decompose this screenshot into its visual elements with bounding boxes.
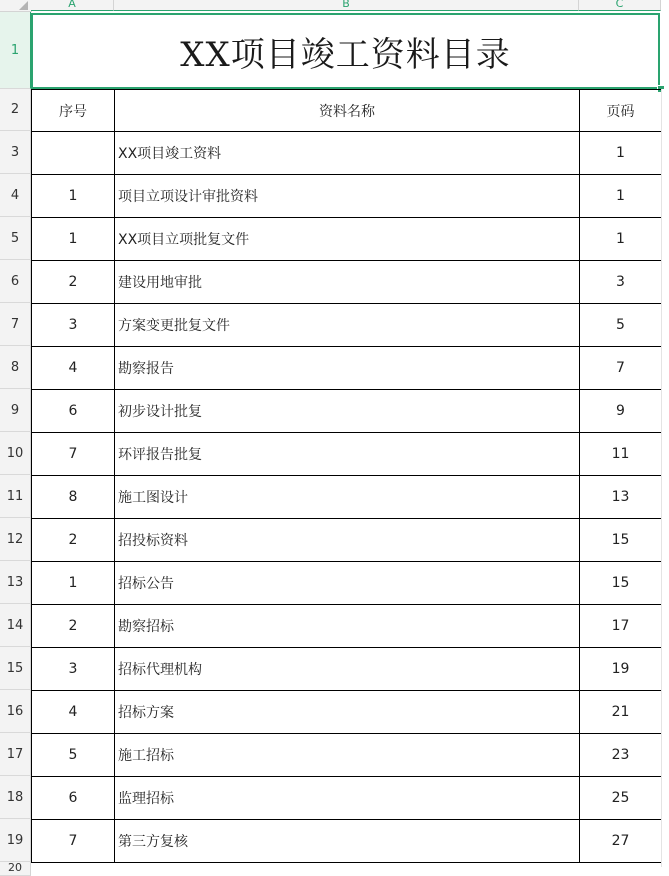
cell-name[interactable]: 勘察招标 xyxy=(115,605,580,647)
cell-page[interactable]: 15 xyxy=(580,562,662,604)
table-row xyxy=(32,390,662,433)
data-table xyxy=(31,89,662,863)
cell-name[interactable]: XX项目竣工资料 xyxy=(115,132,580,174)
cell-name[interactable]: 施工图设计 xyxy=(115,476,580,518)
select-all-corner[interactable] xyxy=(0,0,32,12)
cell-name[interactable]: 监理招标 xyxy=(115,777,580,819)
row-header-8[interactable]: 8 xyxy=(0,346,31,389)
row-header-14[interactable]: 14 xyxy=(0,604,31,647)
cell-page[interactable]: 11 xyxy=(580,433,662,475)
row-header-20[interactable]: 20 xyxy=(0,862,31,876)
cell-name[interactable]: 建设用地审批 xyxy=(115,261,580,303)
table-row xyxy=(32,476,662,519)
cell-name[interactable]: 初步设计批复 xyxy=(115,390,580,432)
row-header-1[interactable]: 1 xyxy=(0,12,31,89)
cell-no[interactable]: 2 xyxy=(32,261,115,303)
table-row xyxy=(32,605,662,648)
header-name[interactable]: 资料名称 xyxy=(115,90,580,131)
cell-name[interactable]: 环评报告批复 xyxy=(115,433,580,475)
cell-name[interactable]: 招标方案 xyxy=(115,691,580,733)
table-row xyxy=(32,777,662,820)
cell-name[interactable]: 招标公告 xyxy=(115,562,580,604)
table-row xyxy=(32,820,662,863)
cell-no[interactable] xyxy=(32,132,115,174)
cell-page[interactable]: 7 xyxy=(580,347,662,389)
table-row xyxy=(32,562,662,605)
row-header-16[interactable]: 16 xyxy=(0,690,31,733)
table-row xyxy=(32,519,662,562)
table-row xyxy=(32,132,662,175)
row-header-12[interactable]: 12 xyxy=(0,518,31,561)
title-cell[interactable]: XX项目竣工资料目录 xyxy=(31,13,660,89)
row-header-15[interactable]: 15 xyxy=(0,647,31,690)
cell-no[interactable]: 8 xyxy=(32,476,115,518)
row-header-18[interactable]: 18 xyxy=(0,776,31,819)
cell-no[interactable]: 7 xyxy=(32,820,115,862)
select-all-icon xyxy=(19,1,28,10)
cell-no[interactable]: 3 xyxy=(32,648,115,690)
cell-page[interactable]: 25 xyxy=(580,777,662,819)
cell-page[interactable]: 19 xyxy=(580,648,662,690)
column-header-c[interactable]: C xyxy=(579,0,661,11)
header-no[interactable]: 序号 xyxy=(32,90,115,131)
table-row xyxy=(32,175,662,218)
cell-name[interactable]: 招投标资料 xyxy=(115,519,580,561)
table-row xyxy=(32,648,662,691)
cell-no[interactable]: 6 xyxy=(32,777,115,819)
cell-name[interactable]: 勘察报告 xyxy=(115,347,580,389)
cell-no[interactable]: 4 xyxy=(32,347,115,389)
cell-no[interactable]: 7 xyxy=(32,433,115,475)
cell-name[interactable]: 施工招标 xyxy=(115,734,580,776)
cell-page[interactable]: 3 xyxy=(580,261,662,303)
row-header-13[interactable]: 13 xyxy=(0,561,31,604)
cell-no[interactable]: 4 xyxy=(32,691,115,733)
table-row xyxy=(32,433,662,476)
cell-page[interactable]: 23 xyxy=(580,734,662,776)
row-header-11[interactable]: 11 xyxy=(0,475,31,518)
cell-no[interactable]: 1 xyxy=(32,562,115,604)
cell-page[interactable]: 5 xyxy=(580,304,662,346)
column-header-b[interactable]: B xyxy=(114,0,579,11)
cell-name[interactable]: 方案变更批复文件 xyxy=(115,304,580,346)
row-header-6[interactable]: 6 xyxy=(0,260,31,303)
row-header-10[interactable]: 10 xyxy=(0,432,31,475)
sheet-right-margin xyxy=(661,89,669,867)
table-row xyxy=(32,261,662,304)
row-header-3[interactable]: 3 xyxy=(0,131,31,174)
table-row xyxy=(32,734,662,777)
cell-no[interactable]: 3 xyxy=(32,304,115,346)
table-row xyxy=(32,304,662,347)
table-row xyxy=(32,691,662,734)
cell-page[interactable]: 1 xyxy=(580,175,662,217)
cell-name[interactable]: XX项目立项批复文件 xyxy=(115,218,580,260)
column-header-a[interactable]: A xyxy=(31,0,114,11)
cell-no[interactable]: 2 xyxy=(32,519,115,561)
cell-page[interactable]: 21 xyxy=(580,691,662,733)
cell-page[interactable]: 27 xyxy=(580,820,662,862)
row-header-19[interactable]: 19 xyxy=(0,819,31,862)
cell-page[interactable]: 15 xyxy=(580,519,662,561)
cell-no[interactable]: 5 xyxy=(32,734,115,776)
cell-name[interactable]: 招标代理机构 xyxy=(115,648,580,690)
row-header-7[interactable]: 7 xyxy=(0,303,31,346)
cell-no[interactable]: 2 xyxy=(32,605,115,647)
cell-page[interactable]: 1 xyxy=(580,132,662,174)
table-header-row xyxy=(32,90,662,132)
cell-no[interactable]: 1 xyxy=(32,175,115,217)
row-header-5[interactable]: 5 xyxy=(0,217,31,260)
table-row xyxy=(32,347,662,390)
cell-name[interactable]: 第三方复核 xyxy=(115,820,580,862)
cell-page[interactable]: 13 xyxy=(580,476,662,518)
cell-name[interactable]: 项目立项设计审批资料 xyxy=(115,175,580,217)
row-header-4[interactable]: 4 xyxy=(0,174,31,217)
table-row xyxy=(32,218,662,261)
cell-no[interactable]: 1 xyxy=(32,218,115,260)
row-header-17[interactable]: 17 xyxy=(0,733,31,776)
cell-page[interactable]: 9 xyxy=(580,390,662,432)
cell-no[interactable]: 6 xyxy=(32,390,115,432)
row-header-9[interactable]: 9 xyxy=(0,389,31,432)
cell-page[interactable]: 17 xyxy=(580,605,662,647)
cell-page[interactable]: 1 xyxy=(580,218,662,260)
header-page[interactable]: 页码 xyxy=(580,90,662,131)
row-header-2[interactable]: 2 xyxy=(0,89,31,131)
